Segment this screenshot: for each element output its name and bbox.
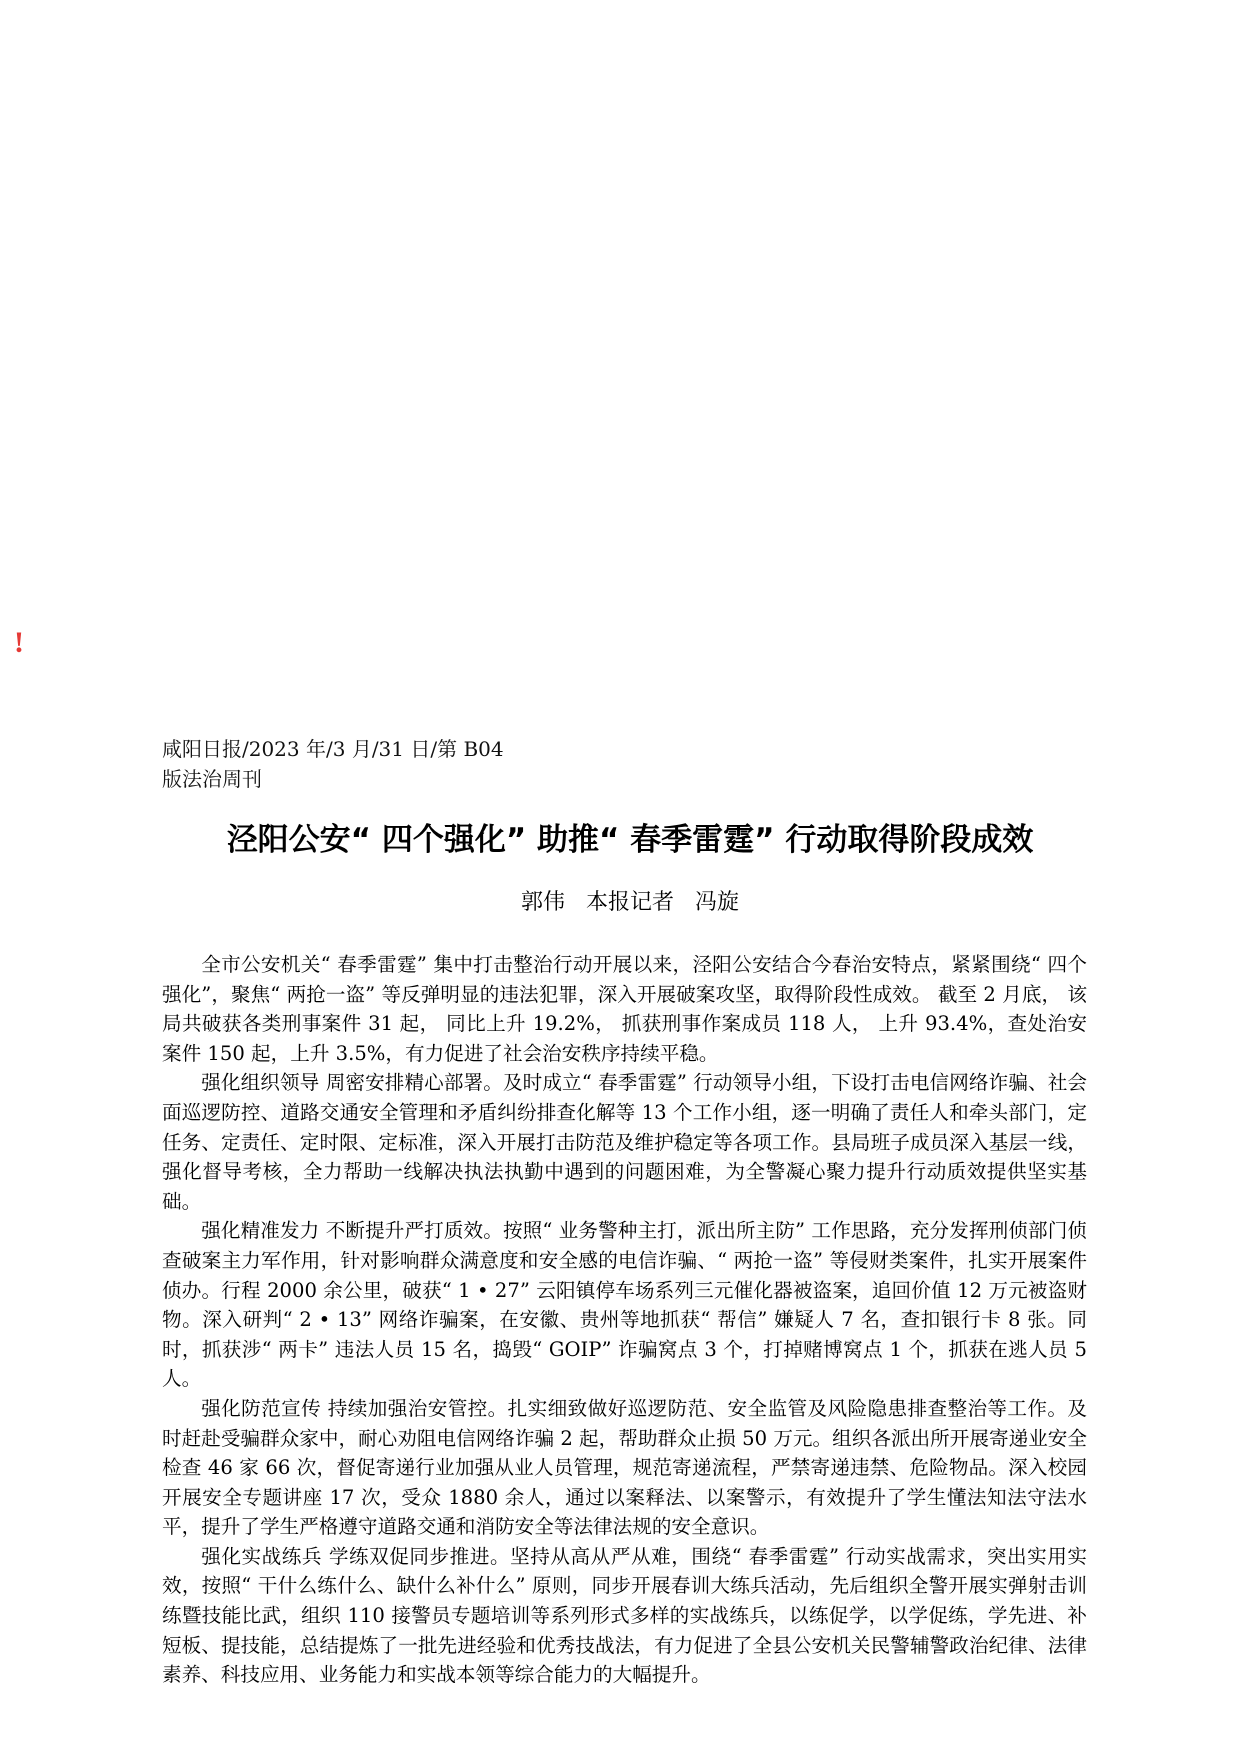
source-line-1: 咸阳日报/2023 年/3 月/31 日/第 B04: [162, 737, 504, 761]
source-line-2: 版法治周刊: [162, 767, 262, 791]
article-title: 泾阳公安“ 四个强化” 助推“ 春季雷霆” 行动取得阶段成效: [226, 822, 1034, 858]
body-paragraph: 强化组织领导 周密安排精心部署。及时成立“ 春季雷霆” 行动领导小组，下设打击电信网络诈骗、社会面巡逻防控、道路交通安全管理和矛盾纠纷排查化解等 13 个工作小组，逐一明确了责任人和牵头部门，定任务、定责任、定时限、定标准，深入开展打击防范及维护稳定等各项工作。县局班子成员深入基层一线，强化督导考核，全力帮助一线解决执法执勤中遇到的问题困难，为全警凝心聚力提升行动质效提供坚实基础。: [162, 1071, 1087, 1213]
article-body: [162, 950, 1087, 1690]
body-paragraph: 强化防范宣传 持续加强治安管控。扎实细致做好巡逻防范、安全监管及风险隐患排查整治等工作。及时赶赴受骗群众家中，耐心劝阻电信网络诈骗 2 起，帮助群众止损 50 万元。组织各派出所开展寄递业安全检查 46 家 66 次，督促寄递行业加强从业人员管理，规范寄递流程，严禁寄递违禁、危险物品。深入校园开展安全专题讲座 17 次，受众 1880 余人，通过以案释法、以案警示，有效提升了学生懂法知法守法水平，提升了学生严格遵守道路交通和消防安全等法律法规的安全意识。: [162, 1396, 1087, 1539]
annotation-mark: !: [14, 626, 24, 659]
source-citation: [162, 734, 582, 794]
body-paragraph: 强化精准发力 不断提升严打质效。按照“ 业务警种主打，派出所主防” 工作思路，充分发挥刑侦部门侦查破案主力军作用，针对影响群众满意度和安全感的电信诈骗、“ 两抢一盗” 等侵财类案件，扎实开展案件侦办。行程 2000 余公里，破获“ 1 • 27” 云阳镇停车场系列三元催化器被盗案，追回价值 12 万元被盗财物。深入研判“ 2 • 13” 网络诈骗案，在安徽、贵州等地抓获“ 帮信” 嫌疑人 7 名，查扣银行卡 8 张。同时，抓获涉“ 两卡” 违法人员 15 名，捣毁“ GOIP” 诈骗窝点 3 个，打掉赌博窝点 1 个，抓获在逃人员 5 人。: [162, 1219, 1087, 1391]
article-byline: 郭伟 本报记者 冯旋: [521, 890, 739, 915]
body-paragraph: 强化实战练兵 学练双促同步推进。坚持从高从严从难，围绕“ 春季雷霆” 行动实战需求，突出实用实效，按照“ 干什么练什么、缺什么补什么” 原则，同步开展春训大练兵活动，先后组织全警开展实弹射击训练暨技能比武，组织 110 接警员专题培训等系列形式多样的实战练兵，以练促学，以学促练，学先进、补短板、提技能，总结提炼了一批先进经验和优秀技战法，有力促进了全县公安机关民警辅警政治纪律、法律素养、科技应用、业务能力和实战本领等综合能力的大幅提升。: [162, 1544, 1087, 1687]
body-paragraph: 全市公安机关“ 春季雷霆” 集中打击整治行动开展以来，泾阳公安结合今春治安特点，紧紧围绕“ 四个强化”，聚焦“ 两抢一盗” 等反弹明显的违法犯罪，深入开展破案攻坚，取得阶段性成效。 截至 2 月底， 该局共破获各类刑事案件 31 起， 同比上升 19.2%， 抓获刑事作案成员 118 人， 上升 93.4%，查处治安案件 150 起，上升 3.5%，有力促进了社会治安秩序持续平稳。: [162, 953, 1087, 1065]
